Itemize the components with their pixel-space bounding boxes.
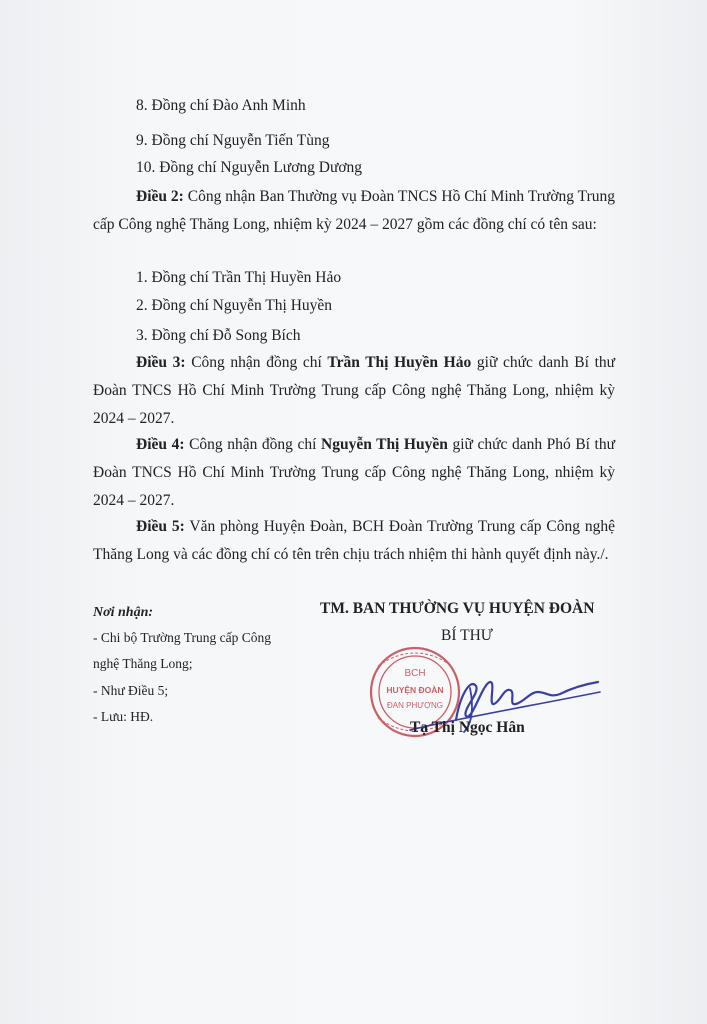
article-3-name: Trần Thị Huyền Hảo: [327, 354, 472, 371]
article-4-post: giữ chức danh Phó Bí thư Đoàn TNCS Hồ Chí Minh Trường Trung cấp Công nghệ Thăng Long, nhiệm kỳ 2024 – 2027.: [93, 436, 616, 509]
article-5-text: Văn phòng Huyện Đoàn, BCH Đoàn Trường Trung cấp Công nghệ Thăng Long và các đồng chí có tên trên chịu trách nhiệm thi hành quyết định này./.: [93, 518, 615, 563]
signer-name: Tạ Thị Ngọc Hân: [410, 719, 525, 736]
recipients-heading: Nơi nhận:: [93, 605, 154, 620]
article-5: [93, 513, 615, 569]
list-item: 10. Đồng chí Nguyễn Lương Dương: [136, 159, 363, 176]
signature-role: BÍ THƯ: [441, 627, 493, 644]
article-3: [93, 349, 615, 433]
recipient-item: - Như Điều 5;: [93, 683, 169, 698]
list-item: 3. Đồng chí Đỗ Song Bích: [136, 327, 301, 344]
list-item: 1. Đồng chí Trần Thị Huyền Hảo: [136, 269, 342, 286]
article-3-pre: Công nhận đồng chí: [191, 354, 322, 371]
recipient-item: - Chi bộ Trường Trung cấp Công: [93, 630, 271, 645]
article-2-label: Điều 2:: [136, 188, 184, 205]
article-3-label: Điều 3:: [136, 354, 186, 371]
article-2: [93, 183, 615, 239]
signature-org: TM. BAN THƯỜNG VỤ HUYỆN ĐOÀN: [320, 600, 595, 617]
article-4: [93, 431, 615, 515]
article-4-pre: Công nhận đồng chí: [189, 436, 317, 453]
recipient-item: nghệ Thăng Long;: [93, 656, 193, 671]
article-4-name: Nguyễn Thị Huyền: [321, 436, 448, 453]
article-4-label: Điều 4:: [136, 436, 185, 453]
stamp-line-3: ĐAN PHƯỢNG: [387, 701, 443, 710]
recipient-item: - Lưu: HĐ.: [93, 709, 154, 724]
list-item: 2. Đồng chí Nguyễn Thị Huyền: [136, 297, 333, 314]
article-3-post: giữ chức danh Bí thư Đoàn TNCS Hồ Chí Minh Trường Trung cấp Công nghệ Thăng Long, nhiệm kỳ 2024 – 2027.: [93, 354, 616, 427]
article-2-text: Công nhận Ban Thường vụ Đoàn TNCS Hồ Chí Minh Trường Trung cấp Công nghệ Thăng Long, nhiệm kỳ 2024 – 2027 gồm các đồng chí có tên sau:: [93, 188, 615, 233]
article-5-label: Điều 5:: [136, 518, 185, 535]
list-item: 8. Đồng chí Đào Anh Minh: [136, 97, 306, 114]
list-item: 9. Đồng chí Nguyễn Tiến Tùng: [136, 132, 330, 149]
stamp-line-1: BCH: [404, 668, 426, 679]
stamp-line-2: HUYỆN ĐOÀN: [386, 685, 444, 695]
